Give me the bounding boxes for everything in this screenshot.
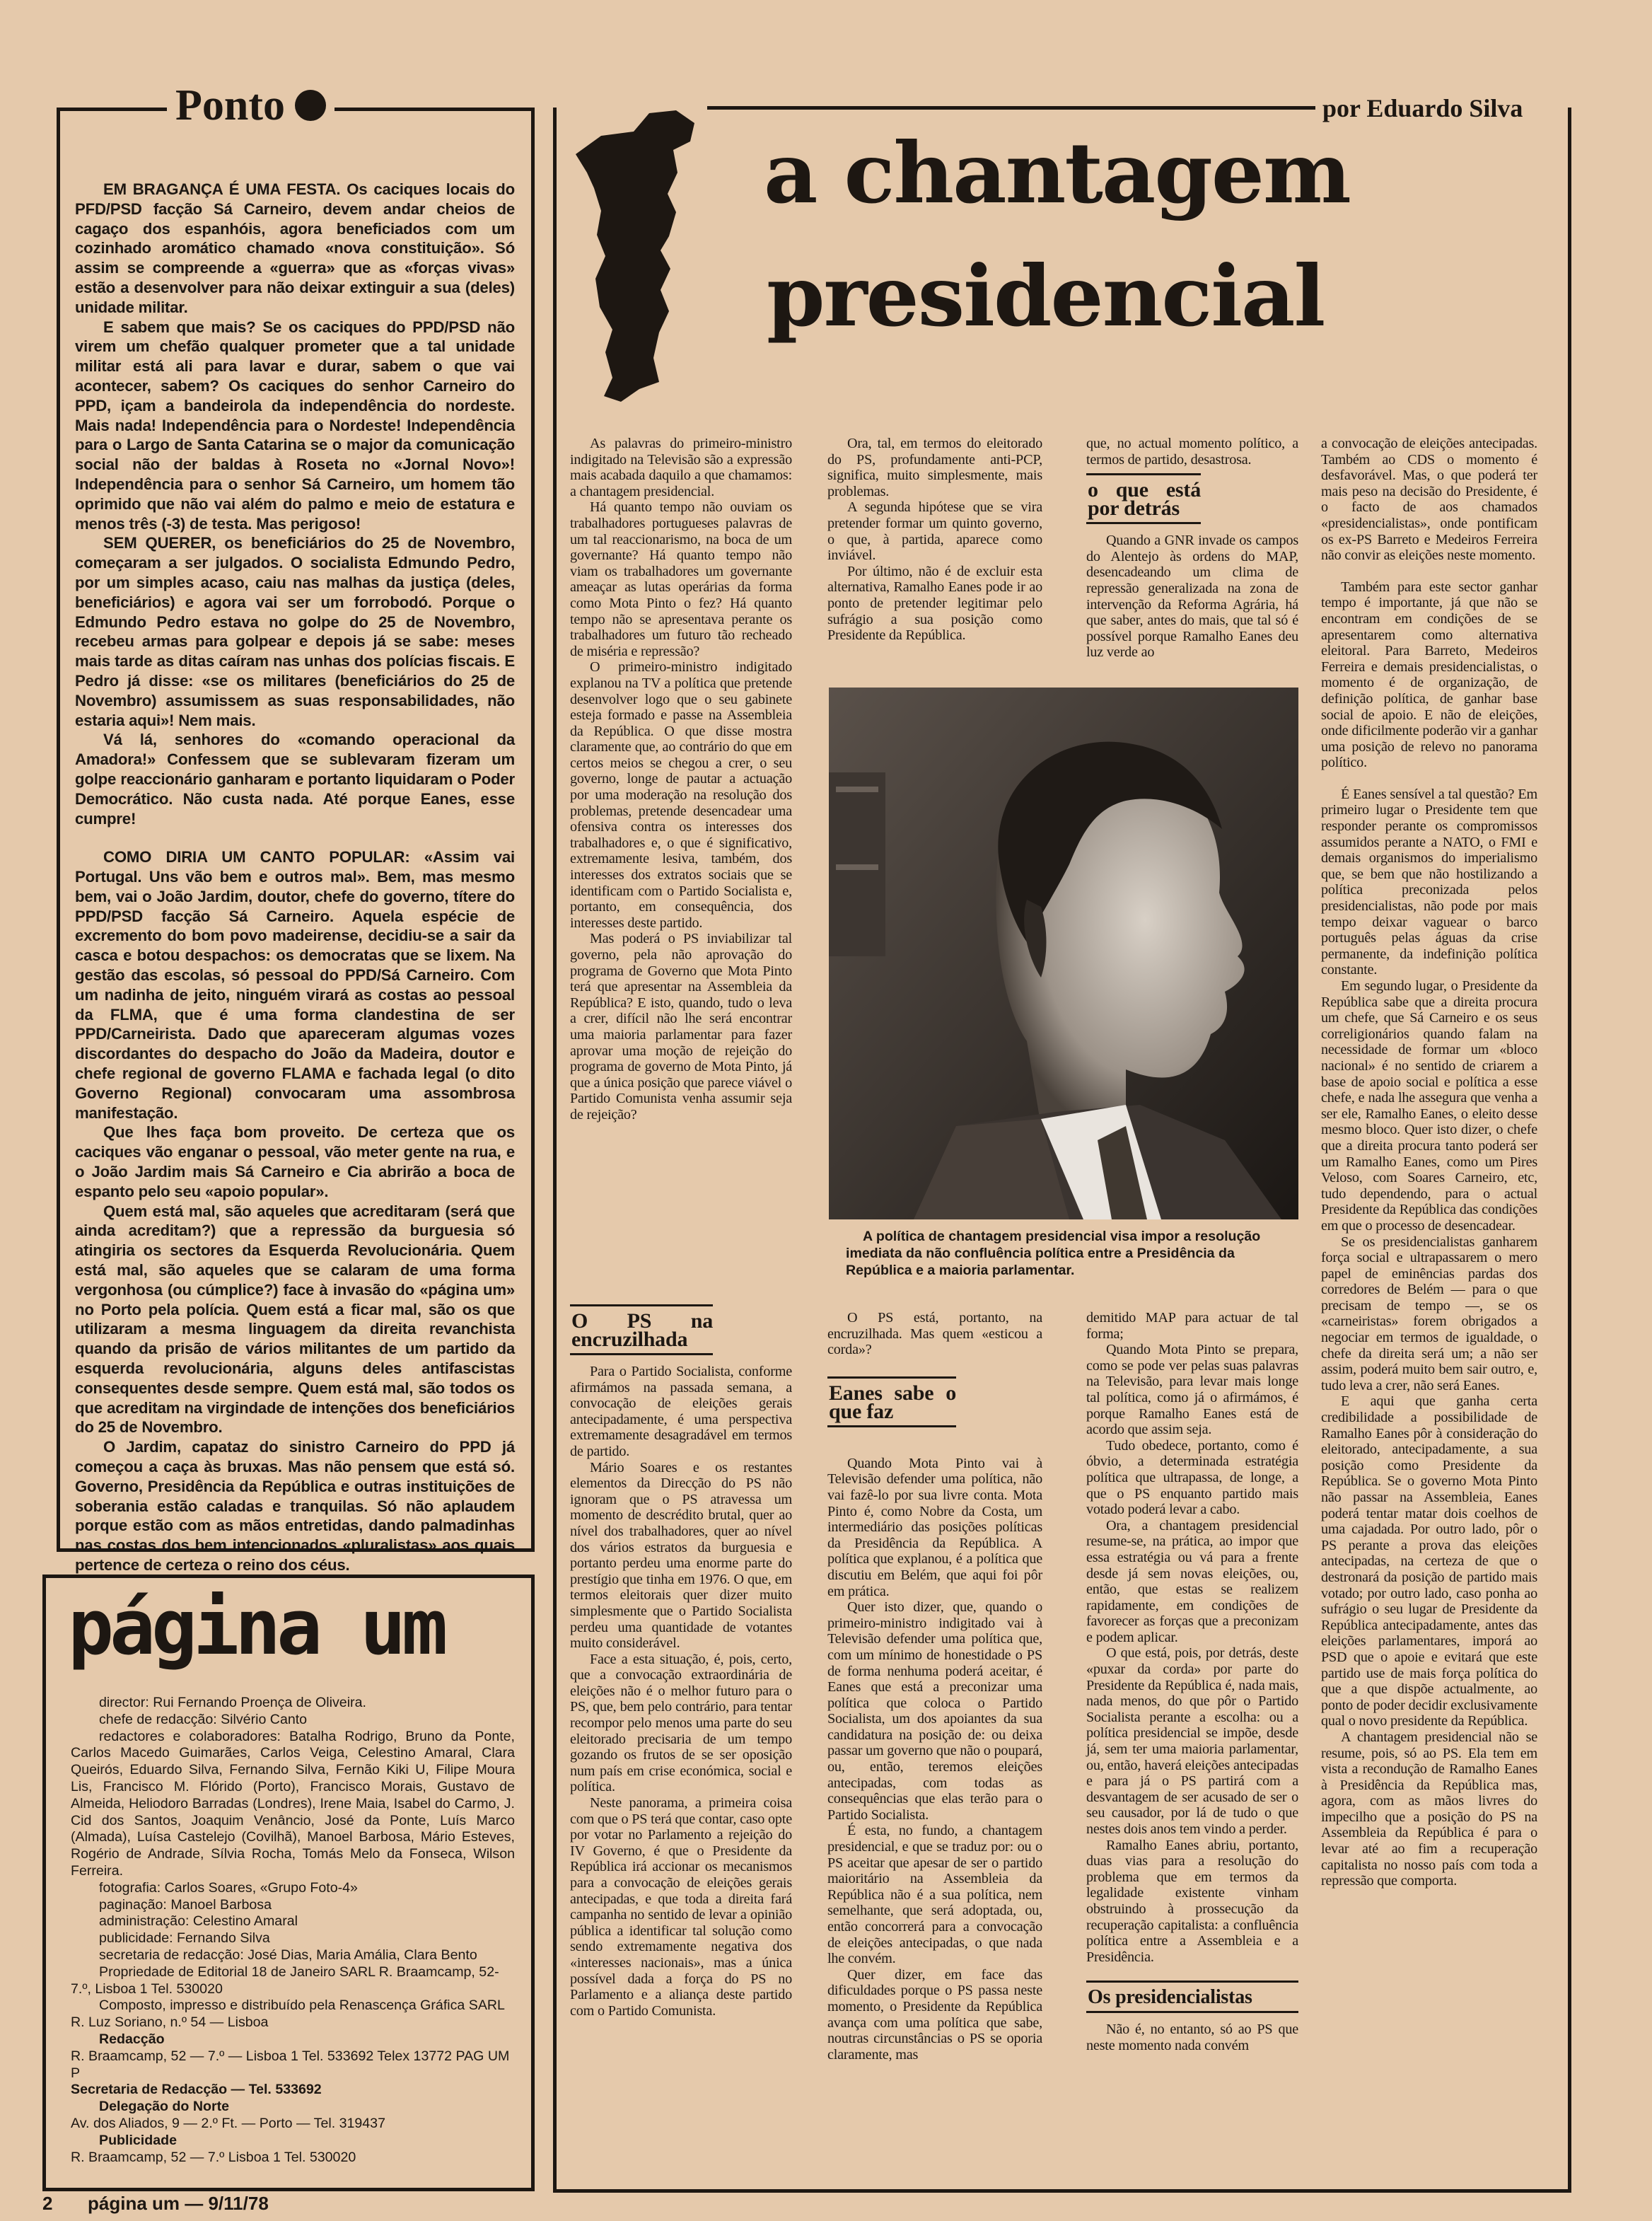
masthead-director: director: Rui Fernando Proença de Oliveira.: [99, 1695, 366, 1710]
ponto-paragraph: O Jardim, capataz do sinistro Carneiro do PPD já começou a caça às bruxas. Mas não pensem que está só. Governo, Presidência da República e outras instituições de soberania estão caladas e tranquilas. Só não aplaudem porque estão com as mãos entretidas, dando palmadinhas nas costas dos bem intencionados «pluralistas» aos quais pertence de certeza o reino dos céus.: [75, 1438, 515, 1574]
portugal-map-icon: [570, 105, 702, 413]
masthead-credits: [71, 1695, 515, 2183]
article-paragraph: Há quanto tempo não ouviam os trabalhadores portugueses palavras de um tal reaccionarismo, na boca de um governante? Há quanto tempo não viam os trabalhadores um governante ameaçar as lutas operárias da forma como Mota Pinto o fez? Há quanto tempo não se apresentava perante os trabalhadores um futuro tão recheado de miséria e repressão?: [570, 499, 792, 659]
headline-line-2: presidencial: [767, 247, 1325, 345]
ponto-label: Ponto: [175, 81, 285, 129]
photo: [829, 688, 1298, 1219]
article-paragraph: A chantagem presidencial não se resume, pois, só ao PS. Ela tem em vista a recondução de Ramalho Eanes à Presidência da República mas, agora, com as mãos livres do impecilho que a posição do PS na Assembleia da República é para o levar até ao fim a recuperação capitalista no nosso país com toda a repressão que comporta.: [1321, 1729, 1537, 1889]
article-paragraph: Ramalho Eanes abriu, portanto, duas vias para a resolução do problema que em termos da legalidade existente vinham obstruindo à prossecução da recuperação capitalista: a confluência política entre a Assembleia e a Presidência.: [1086, 1837, 1298, 1965]
subhead-o-que-esta: o que está por detrás: [1086, 473, 1201, 524]
masthead-secretaria: secretaria de redacção: José Dias, Maria Amália, Clara Bento: [99, 1947, 477, 1963]
article-paragraph: As palavras do primeiro-ministro indigitado na Televisão são a expressão mais acabada daquilo a que chamamos: a chantagem presidencial.: [570, 436, 792, 499]
subhead-eanes-sabe: Eanes sabe o que faz: [827, 1376, 956, 1427]
article-column-4: [1321, 436, 1537, 2176]
footer-paper-date: página um — 9/11/78: [88, 2193, 269, 2214]
article-paragraph: É esta, no fundo, a chantagem presidencial, e que se traduz por: ou o PS aceitar que apesar de ser o partido maioritário na Assembleia da República não é a sua política, nem semelhante, que será adoptada, ou, então concorrerá para a convocação de eleições antecipadas, o que nada lhe convém.: [827, 1823, 1042, 1967]
article-paragraph: Não é, no entanto, só ao PS que neste momento nada convém: [1086, 2022, 1298, 2053]
headline-line-1: a chantagem: [764, 124, 1350, 222]
ponto-paragraph: SEM QUERER, os beneficiários do 25 de Novembro, começaram a ser julgados. O socialista Edmundo Pedro, por um simples acaso, caiu nas malhas da justiça (deles, beneficiários) e agora vai ser um forrobodó. Porque o Edmundo Pedro estava no golpe do 25 de Novembro, recebeu armas para golpear e depois já se sabe: meses mais tarde as ditas caíram nas unhas dos polícias fiscais. E Pedro já disse: «se os militares (beneficiários do 25 de Novembro) assumissem as suas responsabilidades, não estaria aqui»! Nem mais.: [75, 534, 515, 729]
article-paragraph: Em segundo lugar, o Presidente da República sabe que a direita procura um chefe, que Sá Carneiro e os seus correligionários quando falam na necessidade de formar um «bloco nacional» é no sentido de criarem a base de apoio social e política a esse chefe, e nada lhe assegura que venha a ser ele, Ramalho Eanes, o eleito desse mesmo bloco. Quer isto dizer, o chefe que a direita procura tanto poderá ser um Ramalho Eanes, como um Pires Veloso, com Soares Carneiro, etc, tudo dependendo, para o actual Presidente da República das condições em que o processo de desencadear.: [1321, 978, 1537, 1234]
portrait-figure: [829, 688, 1298, 1219]
article-paragraph: Ora, a chantagem presidencial resume-se, na prática, ao impor que essa estratégia ou vá para a frente desde já sem novas eleições, ou, então, que estas se realizem rapidamente, em condições de favorecer as forças que a preconizam e podem aplicar.: [1086, 1517, 1298, 1645]
footer-page-number: 2: [42, 2193, 53, 2214]
masthead-paginacao: paginação: Manoel Barbosa: [99, 1896, 272, 1913]
ponto-paragraph: E sabem que mais? Se os caciques do PPD/PSD não virem um chefão qualquer prometer que a tal unidade militar está ali para lavar e durar, sabem o que vai acontecer, sabem? Os caciques do senhor Carneiro do PPD, içam a bandeirola da independência do nordeste. Mais nada! Independência para o Nordeste! Independência para o Largo de Santa Catarina se o major da comunicação social não der baldas à Roseta no «Jornal Novo»! Independência para o senhor Sá Carneiro, um homem tão oprimido que não vai além do palmo e meio de estatura e menos três (-3) de testa. Mas perigoso!: [75, 318, 515, 533]
ponto-header: [167, 83, 335, 127]
article-column-2-top: [827, 436, 1042, 676]
article-paragraph: Se os presidencialistas ganharem força social e ultrapassarem o mero papel de eminências pardas dos corredores de Belém — para o que precisam de tempo —, se os «carneiristas» forem obrigados a negociar em termos de igualdade, o chefe da direita será um; a não ser assim, poderá muito bem sair outro, e, tudo leva a crer, não será Eanes.: [1321, 1234, 1537, 1393]
masthead-publicidade: publicidade: Fernando Silva: [99, 1930, 270, 1947]
ponto-paragraph: Que lhes faça bom proveito. De certeza que os caciques vão enganar o pessoal, vão meter gente na rua, e o João Jardim mais Sá Carneiro e Cia abrirão a boca de espanto pelo seu «apoio popular».: [75, 1123, 515, 1200]
ponto-text: [75, 180, 515, 1574]
masthead-chefe: chefe de redacção: Silvério Canto: [99, 1711, 308, 1727]
ponto-paragraph: COMO DIRIA UM CANTO POPULAR: «Assim vai Portugal. Uns vão bem e outros mal». Bem, mas mesmo bem, vai o João Jardim, doutor, chefe do governo, títere do PPD/PSD facção Sá Carneiro. Aquela espécie de excremento do bom povo madeirense, decidiu-se a sair da casca e botou despachos: os democratas que se lixem. Na gestão das escolas, só pessoal do PPD/Sá Carneiro. Com um nadinha de jeito, ninguém virará as costas ao pessoal da FLMA, que é uma forma clandestina de ser PPD/Carneirista. Dado que apareceram algumas vozes discordantes do despacho do João da Madeira, doutor e chefe regional de governo FLAMA e fachada legal (o dito Governo Regional) convocaram uma assombrosa manifestação.: [75, 848, 515, 1122]
masthead-delegacao-label: Delegação do Norte: [99, 2099, 230, 2115]
article-paragraph: Para o Partido Socialista, conforme afirmámos na passada semana, a convocação de eleições gerais antecipadamente, é uma perspectiva extremamente desagradável em termos de partido.: [570, 1364, 792, 1459]
article-paragraph: que, no actual momento político, a termos de partido, desastrosa.: [1086, 436, 1298, 468]
article-paragraph: demitido MAP para actuar de tal forma;: [1086, 1310, 1298, 1342]
article-column-2-bottom: [827, 1310, 1042, 2176]
article-paragraph: a convocação de eleições antecipadas. Também ao CDS o momento é desfavorável. Mas, o que poderá ter mais peso na decisão do Presidente, é o facto de aos chamados «presidencialistas», onde pontificam os ex-PS Barreto e Medeiros Ferreira não convir as eleições neste momento.: [1321, 436, 1537, 564]
masthead-composto: Composto, impresso e distribuído pela Renascença Gráfica SARL R. Luz Soriano, n.º 54 — Lisboa: [71, 1997, 505, 2031]
masthead-fotografia: fotografia: Carlos Soares, «Grupo Foto-4»: [99, 1879, 358, 1896]
masthead-secretaria2: Secretaria de Redacção — Tel. 533692: [71, 2082, 322, 2098]
masthead-redactores: redactores e colaboradores: Batalha Rodrigo, Bruno da Ponte, Carlos Macedo Guimarães, Carlos Veiga, Celestino Amaral, Clara Queirós, Eduardo Silva, Fernando Silva, Fernão Kiki U, Filipe Moura Lis, Francisco M. Flórido (Porto), Francisco Morais, Gustavo de Almeida, Heliodoro Barradas (Londres), Irene Maia, Isabel do Carmo, J. Cid dos Santos, Joaquim Venâncio, José da Ponte, Luís Marco (Almada), Luísa Castelejo (Covilhã), Manoel Barbosa, Mário Esteves, Rogério de Andrade, Sílvia Rocha, Tomás Melo da Fonseca, Wilson Ferreira.: [71, 1728, 515, 1879]
article-column-3-top: [1086, 436, 1298, 676]
article-paragraph: Mário Soares e os restantes elementos da Direcção do PS não ignoram que o PS atravessa um momento de descrédito brutal, quer ao nível dos trabalhadores, quer ao nível dos vários estratos da burguesia e portanto perdeu uma enorme parte do prestígio que tinha em 1976. O que, em termos eleitorais quer dizer muito simplesmente que o Partido Socialista perdeu uma quantidade de votantes muito considerável.: [570, 1459, 792, 1652]
article-top-rule: [707, 106, 1315, 110]
masthead-redaccao-label: Redacção: [99, 2031, 165, 2047]
bullet-dot-icon: [295, 90, 326, 121]
article-paragraph: Quer isto dizer, que, quando o primeiro-ministro indigitado vai à Televisão defender uma política que, com um mínimo de honestidade o PS de forma nenhuma poderá aceitar, é Eanes que está a preconizar uma política que coloca o Partido Socialista, um dos apoiantes da sua candidatura na posição de: ou deixa passar um governo que não o poupará, ou, então, teremos eleições antecipadas, com todas as consequências que elas terão para o Partido Socialista.: [827, 1599, 1042, 1823]
article-paragraph: Tudo obedece, portanto, como é óbvio, a determinada estratégia política que ultrapassa, de longe, a que o PS enquanto partido mais votado poderá levar a cabo.: [1086, 1437, 1298, 1518]
article-column-3-bottom: [1086, 1310, 1298, 2176]
article-paragraph: O que está, pois, por detrás, deste «puxar da corda» por parte do Presidente da República é, nada mais, nada menos, do que pôr o Partido Socialista perante a escolha: ou a política presidencial se impõe, desde já, sem ter uma maioria parlamentar, ou, então, haverá eleições antecipadas e para já o PS partirá com a desvantagem de ser acusado de ser o seu causador, por lá de tudo o que nestes dois anos tem vindo a perder.: [1086, 1645, 1298, 1837]
article-paragraph: Quando Mota Pinto vai à Televisão defender uma política, não vai fazê-lo por sua livre conta. Mota Pinto é, como Nobre da Costa, um intermediário das posições políticas da Presidência da República. A política que explanou, é a política que discutiu em Belém, que aqui foi pôr em prática.: [827, 1455, 1042, 1599]
article-paragraph: E aqui que ganha certa credibilidade a possibilidade de Ramalho Eanes pôr à consideração do eleitorado, antecipadamente, a sua posição como Presidente da República. Se o governo Mota Pinto não passar na Assembleia, Eanes poderá tentar matar dois coelhos de uma cajadada. Por outro lado, pôr o PS perante a prova das eleições antecipadas, na certeza de que o destronará da posição de partido mais votado; por outro lado, caso ponha ao sufrágio o seu lugar de Presidente da República antecipadamente, antes das eleições parlamentares, imporá ao PSD que o apoie e evitará que este partido use de mais força política do que a que dispõe actualmente, ao ponto de poder decidir exclusivamente qual o novo presidente da República.: [1321, 1393, 1537, 1729]
article-paragraph: Neste panorama, a primeira coisa com que o PS terá que contar, caso opte por votar no Parlamento a rejeição do IV Governo, é que o Presidente da República irá accionar os mecanismos para a convocação de eleições gerais antecipadas, e que toda a direita fará campanha no sentido de levar a opinião pública a identificar tal solução como sendo extremamente negativa dos «interesses nacionais», mas a única possível dada a força do PS no Parlamento e a aliança deste partido com o Partido Comunista.: [570, 1795, 792, 2019]
article-paragraph: É Eanes sensível a tal questão? Em primeiro lugar o Presidente tem que responder perante os compromissos assumidos perante a NATO, o FMI e demais organismos do imperialismo que, se bem que não hostilizando a política preconizada pelos presidencialistas, não pode por mais tempo deixar vaguear o barco português pelas águas da crise permanente, da indefinição política constante.: [1321, 786, 1537, 978]
subhead-presidencialistas: Os presidencialistas: [1086, 1981, 1298, 2013]
photo-caption: A política de chantagem presidencial visa impor a resolução imediata da não confluência política entre a Presidência da República e a maioria parlamentar.: [846, 1229, 1261, 1278]
masthead-redaccao: R. Braamcamp, 52 — 7.º — Lisboa 1 Tel. 533692 Telex 13772 PAG UM P: [71, 2048, 510, 2081]
article-paragraph: Quando a GNR invade os campos do Alentejo às ordens do MAP, desencadeando um clima de repressão generalizada na zona de intervenção da Reforma Agrária, há que saber, antes do mais, que tal só é possível porque Ramalho Eanes deu luz verde ao: [1086, 533, 1298, 661]
masthead-delegacao: Av. dos Aliados, 9 — 2.º Ft. — Porto — Tel. 319437: [71, 2115, 385, 2131]
article-column-1-bottom: [570, 1299, 792, 2176]
article-column-1-top: [570, 436, 792, 1293]
article-paragraph: A segunda hipótese que se vira pretender formar um quinto governo, o que, à partida, aparece como inviável.: [827, 499, 1042, 564]
masthead-propriedade: Propriedade de Editorial 18 de Janeiro SARL R. Braamcamp, 52-7.º, Lisboa 1 Tel. 530020: [71, 1964, 499, 1997]
ponto-paragraph: EM BRAGANÇA É UMA FESTA. Os caciques locais do PFD/PSD facção Sá Carneiro, devem andar cheios de cagaço dos espanhóis, agora beneficiados com um cozinhado aromático chamado «nova constituição». Só assim se compreende a «guerra» que as «forças vivas» estão a desenvolver para não deixar extinguir a sua (deles) unidade militar.: [75, 180, 515, 316]
article-paragraph: Ora, tal, em termos do eleitorado do PS, profundamente anti-PCP, significa, muito simplesmente, mais problemas.: [827, 436, 1042, 499]
masthead-administracao: administração: Celestino Amaral: [99, 1913, 298, 1930]
article-paragraph: Por último, não é de excluir esta alternativa, Ramalho Eanes pode ir ao ponto de pretender legitimar pelo sufrágio a sua posição como Presidente da República.: [827, 563, 1042, 644]
article-paragraph: Mas poderá o PS inviabilizar tal governo, pela não aprovação do programa de Governo que Mota Pinto terá que apresentar na Assembleia da República? E isto, quando, tudo o leva a crer, difícil não lhe será encontrar uma maioria parlamentar para fazer aprovar uma moção de rejeição do programa de governo de Mota Pinto, já que a única posição que parece viável o Partido Comunista venha assumir seja de rejeição?: [570, 931, 792, 1123]
masthead-logo: página um: [68, 1584, 444, 1672]
article-paragraph: Face a esta situação, é, pois, certo, que a convocação extraordinária de eleições não é o melhor futuro para o PS, que, bem pelo contrário, para tentar recompor pelo menos uma parte do seu eleitorado precisaria de um tempo gozando os frutos de se ser oposição num país em crise económica, social e política.: [570, 1651, 792, 1795]
byline: por Eduardo Silva: [1318, 93, 1527, 123]
ponto-paragraph: Quem está mal, são aqueles que acreditaram (será que ainda acreditam?) que a repressão da burguesia só atingiria os sectores da Esquerda Revolucionária. Quem está mal, são aqueles que se calaram de uma forma vergonhosa (ou cúmplice?) face à invasão do «página um» no Porto pela polícia. Quem está a ficar mal, são os que utilizaram a mesma linguagem da direita revanchista quando da prisão de vários militantes de um partido da esquerda revolucionária, alguns deles antifascistas consequentes desde sempre. Quem está mal, são todos os que acreditam na virgindade de intenções dos beneficiários do 25 de Novembro.: [75, 1202, 515, 1437]
article-paragraph: Também para este sector ganhar tempo é importante, já que não se encontram em condições de se apresentarem como alternativa eleitoral. Para Barreto, Medeiros Ferreira e demais presidencialistas, o momento é de organização, de definição política, de ganhar base social de apoio. E não de eleições, onde dificilmente poderão vir a ganhar uma posição de relevo no panorama político.: [1321, 579, 1537, 771]
article-paragraph: O PS está, portanto, na encruzilhada. Mas quem «esticou a corda»?: [827, 1310, 1042, 1358]
article-paragraph: O primeiro-ministro indigitado explanou na TV a política que pretende desenvolver logo que o seu gabinete esteja formado e passe na Assembleia da República. O que disse mostra claramente que, ao contrário do que em certos meios se chegou a crer, o seu governo, longe de pautar a actuação por uma moderação na resolução dos problemas, pretende desencadear uma ofensiva contra os interesses dos trabalhadores e, o que é significativo, extremamente lesiva, também, dos interesses dos extratos sociais que se identificam com o Partido Socialista e, portanto, em consequência, dos interesses deste partido.: [570, 659, 792, 931]
masthead-publicidade2: R. Braamcamp, 52 — 7.º Lisboa 1 Tel. 530020: [71, 2149, 356, 2165]
article-paragraph: Quer dizer, em face das dificuldades porque o PS passa neste momento, o Presidente da República avança com uma política que sabe, noutras circunstâncias o PS se oporia claramente, mas: [827, 1966, 1042, 2063]
masthead-publicidade-label: Publicidade: [99, 2132, 177, 2148]
subhead-ps-encruzilhada: O PS na encruzilhada: [570, 1304, 713, 1355]
article-paragraph: Quando Mota Pinto se prepara, como se pode ver pelas suas palavras na Televisão, para levar mais longe tal política, como já o afirmámos, é porque Ramalho Eanes está de acordo que assim seja.: [1086, 1342, 1298, 1438]
ponto-paragraph: Vá lá, senhores do «comando operacional da Amadora!» Confessem que se sublevaram fizeram um golpe reaccionário ganharam e portanto liquidaram o Poder Democrático. Não custa nada. Até porque Eanes, esse cumpre!: [75, 731, 515, 828]
